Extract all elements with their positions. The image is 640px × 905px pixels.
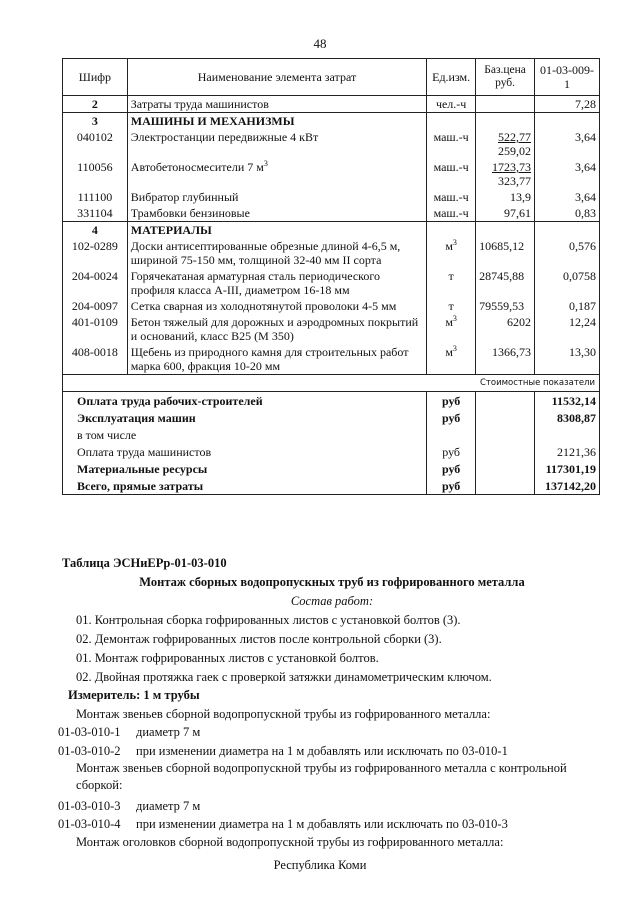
table-row: 204-0024 Горячекатаная арматурная сталь периодического профиля класса А-III, диаметром 16-18 мм т 28745,88 0,0758	[63, 268, 600, 298]
table-row: 102-0289 Доски антисептированные обрезные длиной 4-6,5 м, шириной 75-150 мм, толщиной 32-40 мм II сорта $м^3$ 10685,12 0,576	[63, 238, 600, 268]
norm-line: 01-03-010-4 при изменении диаметра на 1 м добавлять или исключать по 03-010-3	[58, 817, 508, 831]
group-title: Монтаж звеньев сборной водопропускной трубы из гофрированного металла:	[76, 707, 491, 721]
page-number: 48	[313, 36, 327, 51]
norm-line: 01-03-010-3 диаметр 7 м	[58, 799, 201, 813]
header-name: Наименование элемента затрат	[127, 59, 426, 96]
summary-row: Оплата труда рабочих-строителей руб 11532,14	[63, 392, 600, 410]
summary-row: в том числе	[63, 426, 600, 443]
table-row: 040102 Электростанции передвижные 4 кВт маш.-ч 522,77 259,02 3,64	[63, 129, 600, 159]
summary-row: Всего, прямые затраты руб 137142,20	[63, 477, 600, 495]
table-row: 401-0109 Бетон тяжелый для дорожных и аэродромных покрытий и оснований, класс В25 (М 350) $м^3$ 6202 12,24	[63, 314, 600, 344]
cost-indicators-label: Стоимостные показатели	[63, 375, 600, 392]
summary-row: Эксплуатация машин руб 8308,87	[63, 409, 600, 426]
table-row: 2 Затраты труда машинистов чел.-ч 7,28	[63, 96, 600, 113]
section-heading: Монтаж сборных водопропускных труб из гофрированного металла	[139, 575, 525, 589]
work-item: 01. Контрольная сборка гофрированных листов с установкой болтов (3).	[76, 613, 461, 627]
meter-label: Измеритель: 1 м трубы	[68, 688, 200, 702]
table-header-row	[63, 59, 600, 96]
header-price: Баз.цена руб.	[476, 59, 535, 96]
works-title: Состав работ:	[290, 594, 374, 608]
norm-line: 01-03-010-1 диаметр 7 м	[58, 725, 201, 739]
norm-line: 01-03-010-2 при изменении диаметра на 1 м добавлять или исключать по 03-010-1	[58, 744, 508, 758]
cost-indicators-row	[63, 375, 600, 392]
table-row: 408-0018 Щебень из природного камня для строительных работ марка 600, фракция 10-20 мм $м^3$ 1366,73 13,30	[63, 344, 600, 375]
summary-row: Материальные ресурсы руб 117301,19	[63, 460, 600, 477]
page-footer: Республика Коми	[273, 858, 367, 872]
group-title: Монтаж оголовков сборной водопропускной трубы из гофрированного металла:	[76, 835, 504, 849]
section-row-materials: 4 МАТЕРИАЛЫ	[63, 222, 600, 239]
header-unit: Ед.изм.	[427, 59, 476, 96]
header-norm: 01-03-009-1	[535, 59, 600, 96]
table-row: 331104 Трамбовки бензиновые маш.-ч 97,61 0,83	[63, 205, 600, 222]
table-row: 204-0097 Сетка сварная из холоднотянутой проволоки 4-5 мм т 79559,53 0,187	[63, 298, 600, 314]
resource-table	[62, 58, 600, 495]
work-item: 02. Демонтаж гофрированных листов после контрольной сборки (3).	[76, 632, 442, 646]
group-title: Монтаж звеньев сборной водопропускной трубы из гофрированного металла с контрольной сборкой:	[76, 761, 567, 792]
table-row: 111100 Вибратор глубинный маш.-ч 13,9 3,64	[63, 189, 600, 205]
header-code: Шифр	[63, 59, 128, 96]
summary-row: Оплата труда машинистов руб 2121,36	[63, 443, 600, 460]
table-row: 110056 Автобетоносмесители 7 $м^3$ маш.-ч 1723,73 323,77 3,64	[63, 159, 600, 189]
section-table-title: Таблица ЭСНиЕРр-01-03-010	[62, 556, 227, 570]
work-item: 02. Двойная протяжка гаек с проверкой затяжки динамометрическим ключом.	[76, 670, 492, 684]
work-item: 01. Монтаж гофрированных листов с установкой болтов.	[76, 651, 379, 665]
section-row-machines: 3 МАШИНЫ И МЕХАНИЗМЫ	[63, 113, 600, 130]
